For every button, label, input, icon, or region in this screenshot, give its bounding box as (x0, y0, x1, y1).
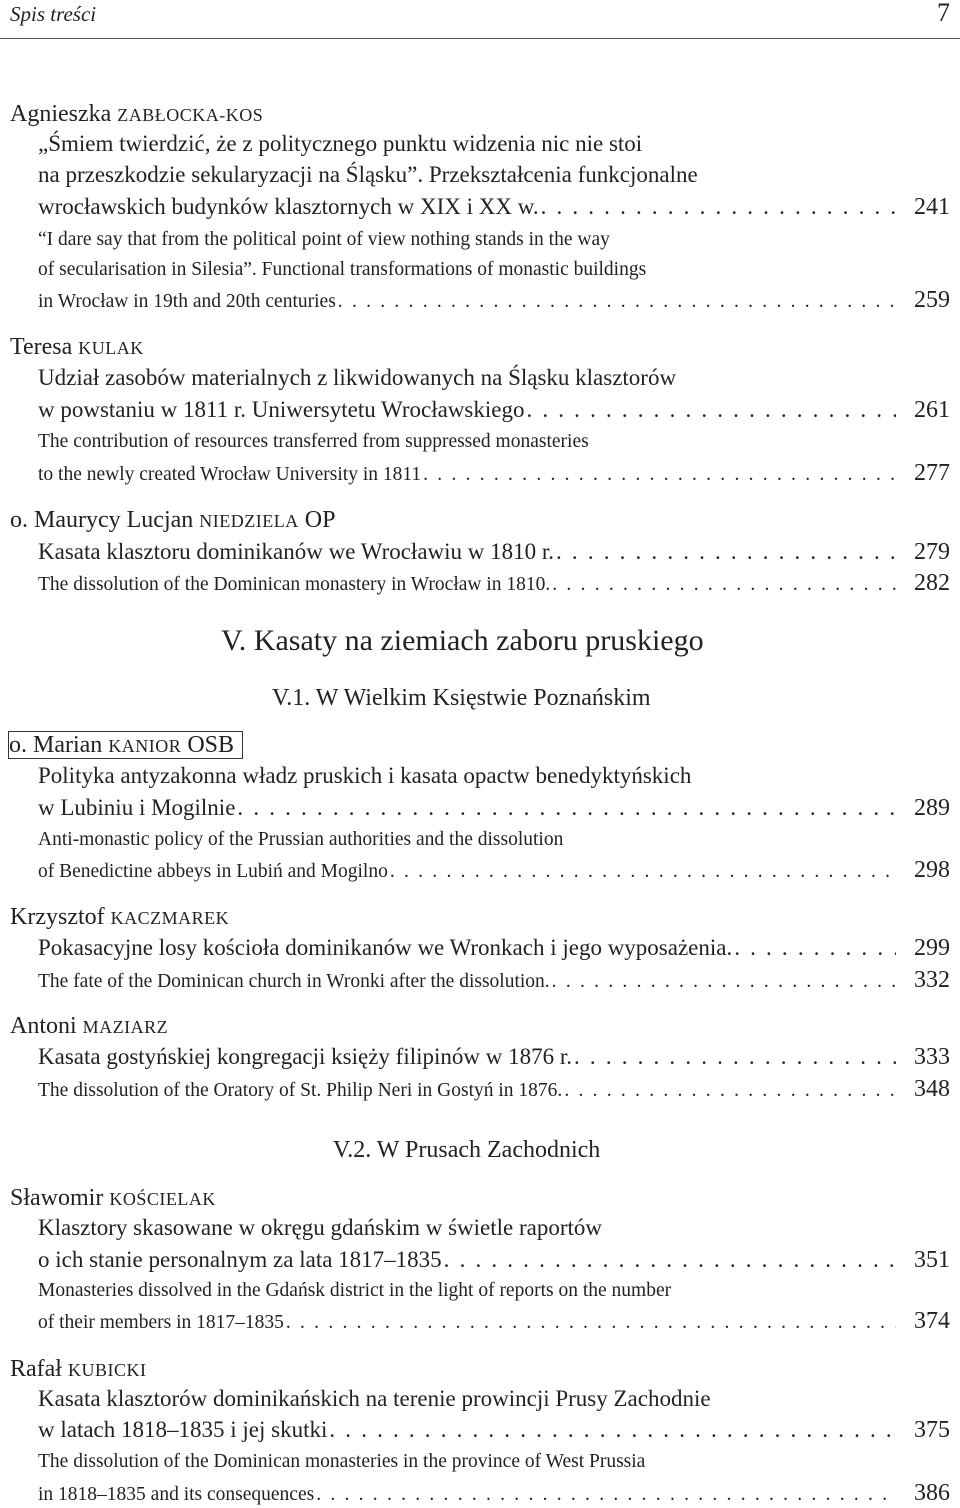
author-name: Krzysztof KACZMAREK (10, 904, 230, 930)
toc-entry-pl[interactable] (38, 538, 950, 566)
entry-page-number: 333 (914, 1044, 950, 1070)
page-number: 7 (937, 0, 950, 27)
entry-page-number: 332 (914, 967, 950, 993)
author-highlight-box: o. Marian KANIOR OSB (8, 731, 243, 759)
leader-dots (552, 970, 896, 994)
leader-dots (526, 396, 896, 424)
title-en-line: “I dare say that from the political point of view nothing stands in the way (38, 229, 610, 250)
leader-dots (574, 1043, 896, 1071)
title-en-line: The contribution of resources transferred from suppressed monasteries (38, 431, 589, 452)
leader-dots (316, 1483, 896, 1507)
title-pl-line: Udział zasobów materialnych z likwidowanych na Śląsku klasztorów (38, 365, 677, 390)
entry-page-number: 289 (914, 795, 950, 821)
title-pl-last-line: Kasata gostyńskiej kongregacji księży filipinów w 1876 r. (38, 1044, 573, 1069)
leader-dots (390, 860, 896, 884)
author-name: Agnieszka ZABŁOCKA-KOS (10, 101, 264, 127)
title-pl-line: na przeszkodzie sekularyzacji na Śląsku”. Przekształcenia funkcjonalne (38, 162, 698, 187)
leader-dots (541, 193, 896, 221)
title-pl-last-line: Kasata klasztoru dominikanów we Wrocławiu w 1810 r. (38, 539, 555, 564)
author-name: Rafał KUBICKI (10, 1356, 147, 1382)
title-pl-last-line: w Lubiniu i Mogilnie (38, 795, 236, 820)
title-pl-line: Kasata klasztorów dominikańskich na terenie prowincji Prusy Zachodnie (38, 1386, 711, 1411)
entry-page-number: 386 (914, 1480, 950, 1506)
entry-page-number: 348 (914, 1076, 950, 1102)
entry-page-number: 374 (914, 1308, 950, 1334)
title-pl-line: Polityka antyzakonna władz pruskich i kasata opactw benedyktyńskich (38, 763, 692, 788)
entry-page-number: 351 (914, 1247, 950, 1273)
title-pl-last-line: wrocławskich budynków klasztornych w XIX i XX w. (38, 194, 539, 219)
entry-page-number: 277 (914, 460, 950, 486)
leader-dots (329, 1416, 896, 1444)
title-en-last-line: of Benedictine abbeys in Lubiń and Mogilno (38, 861, 388, 882)
leader-dots (237, 794, 896, 822)
title-en-last-line: The fate of the Dominican church in Wronki after the dissolution. (38, 971, 550, 992)
title-pl-last-line: w powstaniu w 1811 r. Uniwersytetu Wrocławskiego (38, 397, 525, 422)
toc-entry-pl[interactable] (38, 794, 950, 822)
title-en-line: The dissolution of the Dominican monasteries in the province of West Prussia (38, 1451, 646, 1472)
subsection-heading: V.1. W Wielkim Księstwie Poznańskim (272, 685, 651, 711)
toc-entry-en[interactable] (38, 858, 950, 884)
leader-dots (338, 290, 896, 314)
title-en-last-line: The dissolution of the Dominican monastery in Wrocław in 1810. (38, 574, 551, 595)
page-header (0, 0, 960, 39)
toc-entry-pl[interactable] (38, 1246, 950, 1274)
title-pl-last-line: w latach 1818–1835 i jej skutki (38, 1417, 328, 1442)
leader-dots (444, 1246, 896, 1274)
toc-entry-pl[interactable] (38, 396, 950, 424)
toc-entry-en[interactable] (38, 1077, 950, 1103)
author-name: Teresa KULAK (10, 334, 144, 360)
toc-entry-pl[interactable] (38, 934, 950, 962)
entry-page-number: 298 (914, 857, 950, 883)
toc-entry-pl[interactable] (38, 1043, 950, 1071)
leader-dots (423, 463, 896, 487)
title-en-line: of secularisation in Silesia”. Functional transformations of monastic buildings (38, 259, 647, 280)
toc-entry-en[interactable] (38, 461, 950, 487)
toc-entry-en[interactable] (38, 968, 950, 994)
leader-dots (286, 1311, 896, 1335)
title-en-line: Monasteries dissolved in the Gdańsk district in the light of reports on the number (38, 1280, 672, 1301)
author-name (10, 731, 243, 760)
section-heading: V. Kasaty na ziemiach zaboru pruskiego (221, 624, 704, 657)
title-pl-line: Klasztory skasowane w okręgu gdańskim w świetle raportów (38, 1215, 603, 1240)
leader-dots (564, 1079, 896, 1103)
title-en-last-line: to the newly created Wrocław University in 1811 (38, 464, 422, 485)
title-en-last-line: in 1818–1835 and its consequences (38, 1484, 315, 1505)
leader-dots (552, 573, 896, 597)
running-title: Spis treści (10, 2, 97, 26)
entry-page-number: 299 (914, 935, 950, 961)
title-pl-line: „Śmiem twierdzić, że z politycznego punktu widzenia nic nie stoi (38, 131, 643, 156)
toc-entry-en[interactable] (38, 288, 950, 314)
title-en-last-line: in Wrocław in 19th and 20th centuries (38, 291, 336, 312)
title-en-line: Anti-monastic policy of the Prussian authorities and the dissolution (38, 829, 564, 850)
entry-page-number: 241 (914, 194, 950, 220)
author-name: o. Maurycy Lucjan NIEDZIELA OP (10, 507, 336, 533)
entry-page-number: 261 (914, 397, 950, 423)
title-pl-last-line: o ich stanie personalnym za lata 1817–1835 (38, 1247, 442, 1272)
entry-page-number: 259 (914, 287, 950, 313)
title-pl-last-line: Pokasacyjne losy kościoła dominikanów we Wronkach i jego wyposażenia. (38, 935, 733, 960)
entry-page-number: 282 (914, 570, 950, 596)
entry-page-number: 375 (914, 1417, 950, 1443)
toc-entry-en[interactable] (38, 1309, 950, 1335)
subsection-heading: V.2. W Prusach Zachodnich (333, 1137, 601, 1163)
author-name: Sławomir KOŚCIELAK (10, 1185, 216, 1211)
leader-dots (734, 934, 896, 962)
toc-entry-en[interactable] (38, 1481, 950, 1507)
title-en-last-line: of their members in 1817–1835 (38, 1312, 284, 1333)
title-en-last-line: The dissolution of the Oratory of St. Philip Neri in Gostyń in 1876. (38, 1080, 563, 1101)
toc-entry-pl[interactable] (38, 193, 950, 221)
leader-dots (556, 538, 896, 566)
toc-entry-pl[interactable] (38, 1416, 950, 1444)
entry-page-number: 279 (914, 539, 950, 565)
toc-entry-en[interactable] (38, 571, 950, 597)
author-name: Antoni MAZIARZ (10, 1013, 169, 1039)
